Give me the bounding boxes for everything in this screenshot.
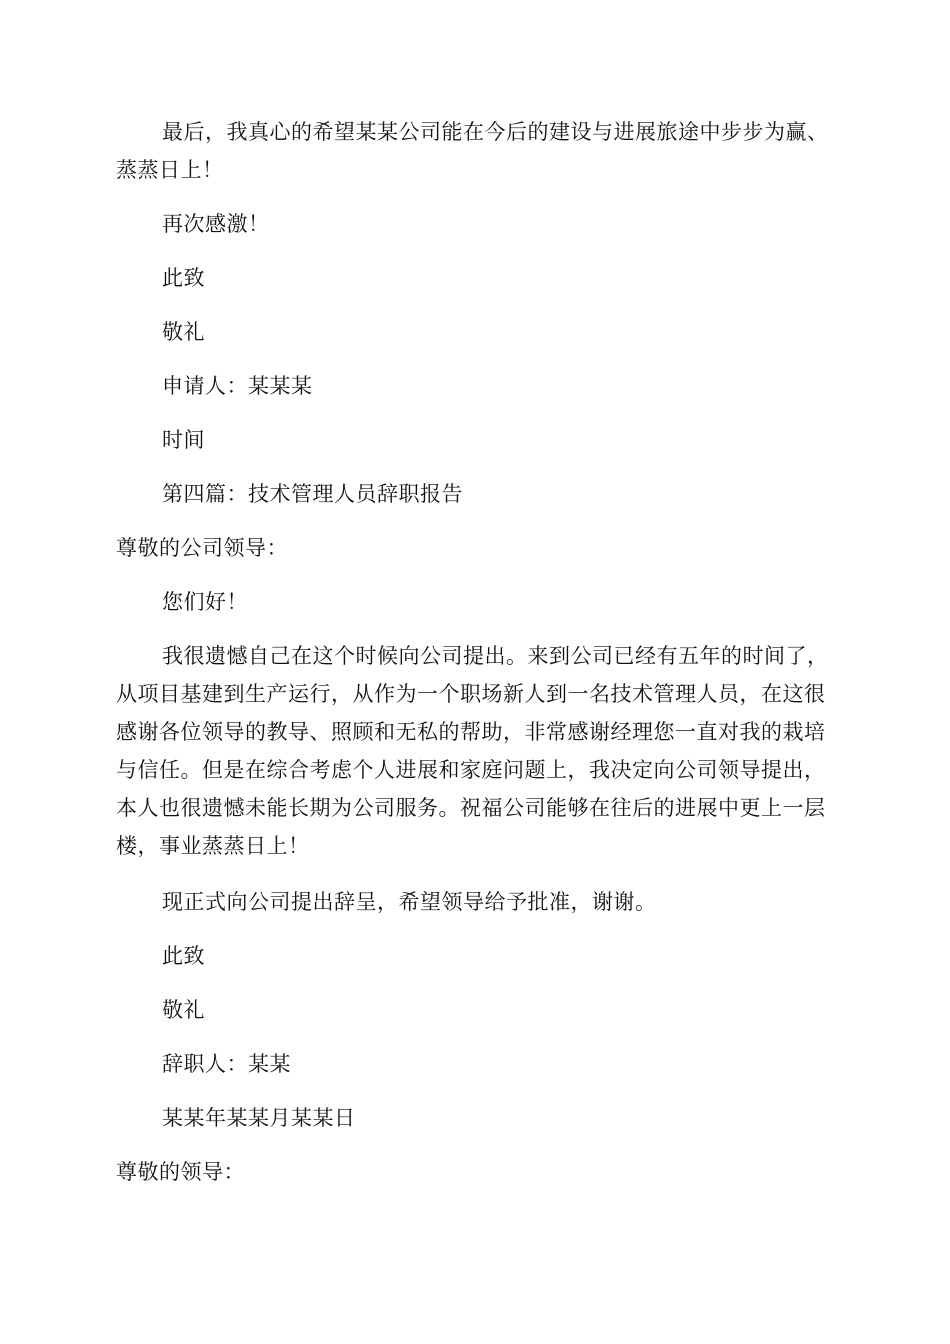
thanks-line: 再次感激！ — [162, 212, 270, 236]
resigner-line: 辞职人：某某 — [162, 1052, 291, 1076]
hello-line: 您们好！ — [162, 590, 248, 614]
greeting-leader: 尊敬的领导： — [116, 1160, 245, 1184]
salutation-jingli-2: 敬礼 — [162, 998, 205, 1022]
applicant-line: 申请人：某某某 — [162, 374, 313, 398]
salutation-jingli: 敬礼 — [162, 320, 205, 344]
salutation-cizhi-2: 此致 — [162, 944, 205, 968]
formal-resignation-line: 现正式向公司提出辞呈，希望领导给予批准，谢谢。 — [162, 890, 657, 914]
date-line: 某某年某某月某某日 — [162, 1106, 356, 1130]
time-line: 时间 — [162, 428, 205, 452]
closing-wish-paragraph: 最后，我真心的希望某某公司能在今后的建设与进展旅途中步步为赢、蒸蒸日上！ — [116, 120, 829, 182]
greeting-leaders: 尊敬的公司领导： — [116, 536, 288, 560]
section-heading: 第四篇：技术管理人员辞职报告 — [162, 482, 463, 506]
salutation-cizhi: 此致 — [162, 266, 205, 290]
resignation-body-paragraph: 我很遗憾自己在这个时候向公司提出。来到公司已经有五年的时间了，从项目基建到生产运行，从作为一个职场新人到一名技术管理人员，在这很感谢各位领导的教导、照顾和无私的帮助，非常感谢经理您一直对我的栽培与信任。但是在综合考虑个人进展和家庭问题上，我决定向公司领导提出，本人也很遗憾未能长期为公司服务。祝福公司能够在往后的进展中更上一层楼，事业蒸蒸日上！ — [116, 644, 829, 858]
